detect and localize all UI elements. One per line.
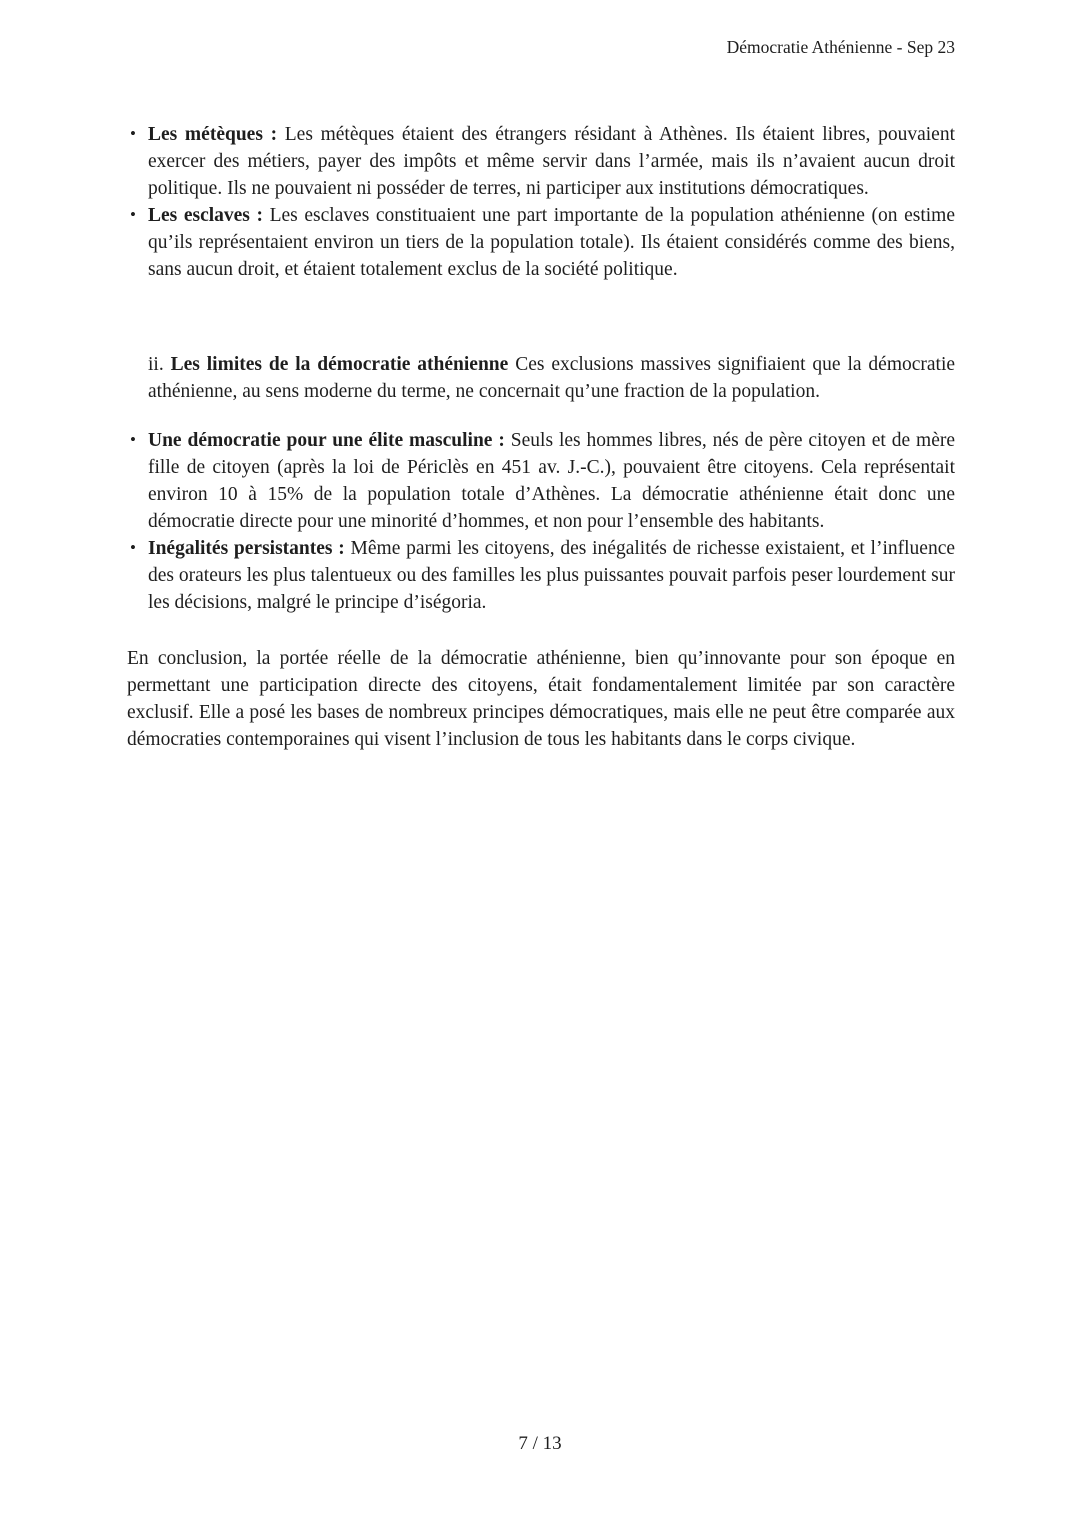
list-item-text: Même parmi les citoyens, des inégalités de richesse existaient, et l’influence des orateurs les plus talentueux ou des familles les plus puissantes pouvait parfois peser lourdement sur les décisions, malgré le principe d’iségoria. — [148, 538, 956, 613]
page-header: Démocratie Athénienne - Sep 23 — [726, 37, 955, 57]
conclusion-paragraph — [127, 645, 955, 753]
list-item-label: Les esclaves : — [148, 205, 263, 226]
bullet-icon: • — [130, 538, 136, 557]
list-item-text: Seuls les hommes libres, nés de père citoyen et de mère fille de citoyen (après la loi de Périclès en 451 av. J.-C.), pouvaient être citoyens. Cela représentait environ 10 à 15% de la population totale d’Athènes. La démocratie athénienne était donc une démocratie directe pour une minorité d’hommes, et non pour l’ensemble des habitants. — [148, 430, 955, 532]
limits-bullet-list — [127, 427, 955, 616]
section-title: Les limites de la démocratie athénienne — [170, 354, 509, 375]
bullet-icon: • — [130, 430, 136, 449]
list-item — [127, 535, 955, 616]
section-numeral: ii. — [148, 354, 164, 375]
conclusion-text: En conclusion, la portée réelle de la démocratie athénienne, bien qu’innovante pour son époque en permettant une participation directe des citoyens, était fondamentalement limitée par son caractère exclusif. Elle a posé les bases de nombreux principes démocratiques, mais elle ne peut être comparée aux démocraties contemporaines qui visent l’inclusion de tous les habitants dans le corps civique. — [127, 648, 955, 750]
list-item — [127, 121, 955, 202]
exclusions-bullet-list — [127, 121, 955, 283]
list-item — [127, 427, 955, 535]
page-number: 7 / 13 — [518, 1433, 562, 1454]
section-limites — [127, 351, 955, 405]
list-item-text: Les esclaves constituaient une part importante de la population athénienne (on estime qu’ils représentaient environ un tiers de la population totale). Ils étaient considérés comme des biens, sans aucun droit, et étaient totalement exclus de la société politique. — [148, 205, 955, 280]
bullet-icon: • — [130, 205, 136, 224]
section-text: Ces exclusions massives signifiaient que la démocratie athénienne, au sens moderne du terme, ne concernait qu’une fraction de la population. — [148, 354, 956, 402]
list-item-label: Inégalités persistantes : — [148, 538, 345, 559]
bullet-icon: • — [130, 124, 136, 143]
list-item-text: Les métèques étaient des étrangers résidant à Athènes. Ils étaient libres, pouvaient exercer des métiers, payer des impôts et même servir dans l’armée, mais ils n’avaient aucun droit politique. Ils ne pouvaient ni posséder de terres, ni participer aux institutions démocratiques. — [148, 124, 955, 199]
list-item — [127, 202, 955, 283]
list-item-label: Une démocratie pour une élite masculine : — [148, 430, 505, 451]
list-item-label: Les métèques : — [148, 124, 278, 145]
